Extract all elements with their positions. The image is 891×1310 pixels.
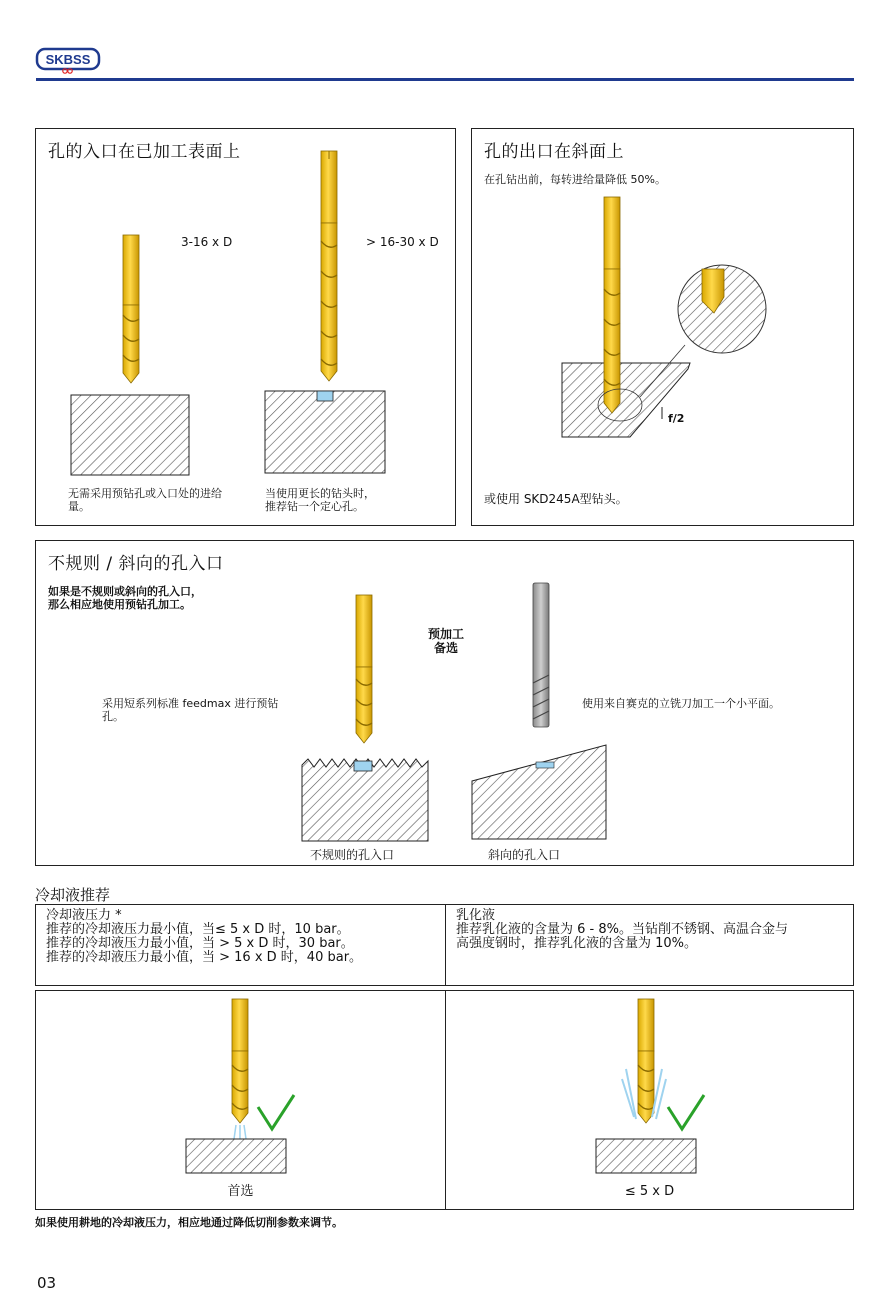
brand-logo-text: SKBSS xyxy=(45,52,91,67)
drill-external-coolant-illustration xyxy=(596,999,746,1179)
drill-length-label-short: 3-16 x D xyxy=(181,235,233,249)
long-drill-illustration xyxy=(317,151,343,383)
feedmax-drill-illustration xyxy=(353,595,377,743)
feed-rate-label: f/2 xyxy=(668,412,685,425)
workpiece-block-left xyxy=(71,395,191,475)
emulsion-cell: 乳化液 推荐乳化液的含量为 6 - 8%。当钻削不锈钢、高温合金与 高强度钢时，推荐乳化液的含量为 10%。 xyxy=(445,904,854,986)
caption-irregular-entry: 不规则的孔入口 xyxy=(310,848,395,862)
drill-internal-coolant-illustration xyxy=(186,999,336,1179)
premachining-label: 预加工 备选 xyxy=(428,627,465,655)
panel-title: 孔的入口在已加工表面上 xyxy=(48,142,241,162)
coolant-image-left xyxy=(35,990,446,1210)
brand-logo xyxy=(36,47,100,75)
caption-preferred: 首选 xyxy=(227,1184,254,1199)
caption-length-limit: ≤ 5 x D xyxy=(624,1184,675,1199)
coolant-section-title: 冷却液推荐 xyxy=(35,886,111,904)
coolant-footnote: 如果使用耕地的冷却液压力，相应地通过降低切削参数来调节。 xyxy=(35,1216,343,1229)
inclined-workpiece xyxy=(472,745,612,841)
drill-length-label-long: > 16-30 x D xyxy=(366,235,439,249)
panel-exit-on-inclined-surface xyxy=(471,128,854,526)
feed-note: 在孔钻出前，每转进给量降低 50%。 xyxy=(484,173,666,186)
predrill-note: 采用短系列标准 feedmax 进行预钻 孔。 xyxy=(102,697,279,723)
panel-title: 孔的出口在斜面上 xyxy=(484,142,624,162)
caption-long-drill: 当使用更长的钻头时， 推荐钻一个定心孔。 xyxy=(265,487,375,513)
caption-short-drill: 无需采用预钻孔或入口处的进给 量。 xyxy=(68,487,222,513)
coolant-pressure-cell: 冷却液压力 * 推荐的冷却液压力最小值，当≤ 5 x D 时，10 bar。 推荐的冷却液压力最小值，当 > 5 x D 时，30 bar。 推荐的冷却液压力最小值，当 > 16 x D 时，40 bar。 xyxy=(35,904,446,986)
end-mill-note: 使用来自赛克的立铣刀加工一个小平面。 xyxy=(582,697,780,710)
end-mill-illustration xyxy=(531,583,553,729)
panel-irregular-entry xyxy=(35,540,854,866)
coolant-image-right xyxy=(445,990,854,1210)
irregular-workpiece xyxy=(302,757,432,843)
caption-inclined-entry: 斜向的孔入口 xyxy=(488,848,561,862)
inclined-exit-illustration xyxy=(560,197,760,447)
short-drill-illustration xyxy=(120,235,144,385)
panel-title: 不规则 / 斜向的孔入口 xyxy=(48,554,224,574)
header-rule xyxy=(36,78,854,81)
panel-entry-on-machined-surface xyxy=(35,128,456,526)
alternative-drill-note: 或使用 SKD245A型钻头。 xyxy=(484,492,628,506)
page-number: 03 xyxy=(37,1274,57,1292)
center-hole xyxy=(317,391,333,401)
intro-text: 如果是不规则或斜向的孔入口， 那么相应地使用预钻孔加工。 xyxy=(48,585,202,611)
workpiece-block-right xyxy=(265,391,387,475)
